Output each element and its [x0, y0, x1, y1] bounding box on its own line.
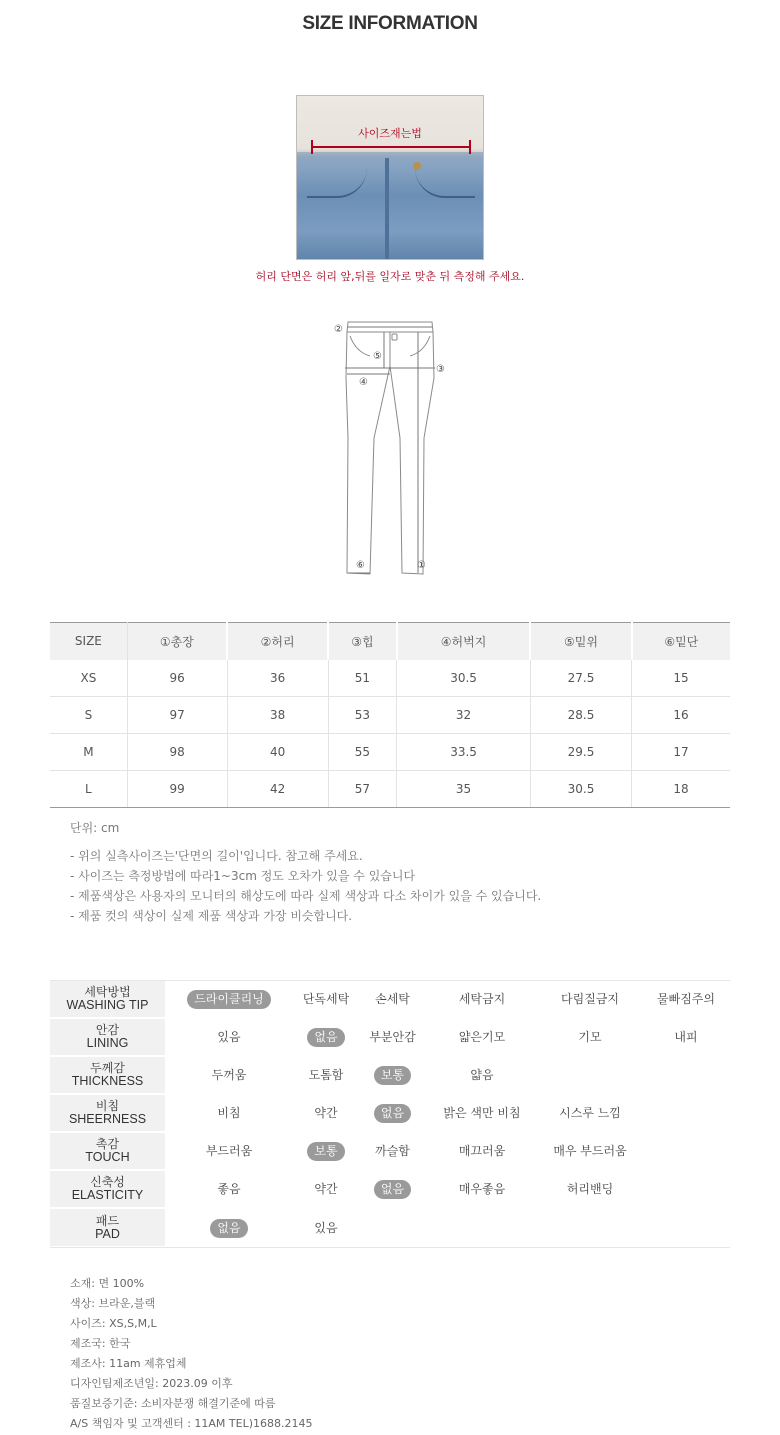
info-item: 색상: 브라운,블랙: [70, 1297, 156, 1310]
photo-note: 허리 단면은 허리 앞,뒤를 일자로 맞춘 뒤 측정해 주세요.: [255, 270, 525, 283]
diagram-label-1: ①: [417, 560, 426, 571]
table-cell: 30.5: [397, 660, 531, 697]
care-cell: [165, 1019, 293, 1056]
care-cell: [165, 1171, 293, 1208]
care-row-header: [50, 981, 165, 1018]
care-cell: [642, 1171, 730, 1208]
table-cell: 97: [127, 697, 227, 734]
info-item: 품질보증기준: 소비자분쟁 해결기준에 따름: [70, 1397, 276, 1410]
table-cell: 38: [227, 697, 328, 734]
care-row: [50, 1133, 730, 1171]
care-option: 세탁금지: [458, 992, 506, 1006]
care-header-ko: 패드: [95, 1213, 120, 1228]
size-table-header: ②허리: [227, 623, 328, 660]
size-table-header: SIZE: [50, 623, 127, 660]
care-cell: [359, 1133, 426, 1170]
care-cell: [165, 981, 293, 1018]
care-cell: [426, 1095, 538, 1132]
measure-label: 사이즈재는법: [358, 127, 422, 140]
care-header-en: TOUCH: [85, 1150, 130, 1164]
product-info: [70, 1274, 313, 1434]
table-cell: 99: [127, 771, 227, 808]
care-cell: [293, 1209, 359, 1247]
care-row: [50, 1057, 730, 1095]
table-cell: 35: [397, 771, 531, 808]
table-cell: 18: [632, 771, 730, 808]
care-option: 얇음: [470, 1068, 494, 1082]
care-cell: [165, 1133, 293, 1170]
care-row: [50, 1019, 730, 1057]
care-option: 다림질금지: [561, 992, 619, 1006]
care-cell: [426, 1209, 538, 1247]
table-cell: 15: [632, 660, 730, 697]
care-cell: [642, 1209, 730, 1247]
info-item: 제조사: 11am 제휴업체: [70, 1357, 187, 1370]
care-row-header: [50, 1019, 165, 1056]
care-cell: [359, 1209, 426, 1247]
table-cell: 33.5: [397, 734, 531, 771]
size-table-header: ③힙: [328, 623, 397, 660]
info-item: 제조국: 한국: [70, 1337, 131, 1350]
care-option: 허리밴딩: [566, 1182, 614, 1196]
page-title: SIZE INFORMATION: [302, 13, 478, 34]
care-row: [50, 1095, 730, 1133]
note-item: - 제품색상은 사용자의 모니터의 해상도에 따라 실제 색상과 다소 차이가 있을 수 있습니다.: [70, 889, 542, 903]
care-option: 부분안감: [369, 1030, 416, 1044]
table-cell: 30.5: [530, 771, 631, 808]
care-cell: [165, 1209, 293, 1247]
care-header-en: WASHING TIP: [66, 998, 149, 1012]
care-option: 매우 부드러움: [553, 1144, 627, 1158]
diagram-label-6: ⑥: [356, 560, 365, 571]
care-option: 비침: [217, 1106, 241, 1120]
note-item: - 사이즈는 측정방법에 따라1~3cm 정도 오차가 있을 수 있습니다: [70, 869, 416, 883]
care-option: 좋음: [217, 1182, 241, 1196]
photo-pocket-left: [307, 168, 367, 198]
care-cell: [293, 1057, 359, 1094]
care-cell: [642, 1057, 730, 1094]
care-cell: [293, 1019, 359, 1056]
diagram-label-4: ④: [359, 377, 368, 388]
care-option: 내피: [674, 1030, 698, 1044]
care-cell: [293, 1133, 359, 1170]
info-item: A/S 책임자 및 고객센터 : 11AM TEL)1688.2145: [70, 1417, 313, 1430]
table-cell: 40: [227, 734, 328, 771]
notes: [70, 846, 541, 926]
care-option: 물빠짐주의: [657, 992, 715, 1006]
care-option-selected: 보통: [307, 1142, 344, 1161]
pants-diagram: [330, 318, 450, 580]
care-cell: [293, 981, 359, 1018]
size-table-header-row: [50, 623, 730, 660]
care-cell: [538, 1095, 642, 1132]
care-option: 단독세탁: [302, 992, 350, 1006]
table-cell: XS: [50, 660, 127, 697]
care-option: 부드러움: [205, 1144, 253, 1158]
measure-line: [311, 146, 471, 148]
care-option: 있음: [217, 1030, 241, 1044]
info-item: 소재: 면 100%: [70, 1277, 145, 1290]
care-cell: [359, 1171, 426, 1208]
care-cell: [359, 1057, 426, 1094]
care-option-selected: 없음: [374, 1104, 411, 1123]
care-cell: [642, 981, 730, 1018]
diagram-label-5: ⑤: [373, 351, 382, 362]
table-cell: 55: [328, 734, 397, 771]
care-row: [50, 1209, 730, 1247]
photo-fly: [385, 158, 389, 260]
care-option: 시스루 느낌: [559, 1106, 621, 1120]
care-cell: [642, 1133, 730, 1170]
care-option: 손세탁: [375, 992, 410, 1006]
photo-pocket-right: [415, 168, 475, 198]
table-cell: 51: [328, 660, 397, 697]
care-cell: [642, 1095, 730, 1132]
table-cell: 29.5: [530, 734, 631, 771]
care-cell: [538, 1209, 642, 1247]
care-header-ko: 안감: [95, 1023, 120, 1037]
care-header-ko: 신축성: [90, 1175, 125, 1189]
table-cell: M: [50, 734, 127, 771]
care-cell: [426, 981, 538, 1018]
unit-label: 단위: cm: [70, 821, 120, 835]
size-table: [50, 622, 730, 808]
care-table: [50, 980, 730, 1248]
diagram-label-2: ②: [334, 324, 343, 335]
table-cell: 27.5: [530, 660, 631, 697]
care-header-en: SHEERNESS: [68, 1112, 147, 1126]
measure-tick-left: [311, 140, 313, 154]
photo-waistband: [297, 152, 483, 162]
care-cell: [538, 1171, 642, 1208]
table-cell: S: [50, 697, 127, 734]
care-cell: [538, 981, 642, 1018]
care-cell: [359, 981, 426, 1018]
care-option: 두꺼움: [211, 1068, 247, 1082]
measurement-photo: [296, 95, 484, 260]
table-row: [50, 771, 730, 808]
care-row-header: [50, 1095, 165, 1132]
size-table-header: ⑥밑단: [632, 623, 730, 660]
measure-tick-right: [469, 140, 471, 154]
table-cell: 28.5: [530, 697, 631, 734]
care-cell: [538, 1019, 642, 1056]
care-row-header: [50, 1133, 165, 1170]
care-row-header: [50, 1209, 165, 1247]
table-cell: 98: [127, 734, 227, 771]
care-row-header: [50, 1171, 165, 1208]
table-cell: 16: [632, 697, 730, 734]
info-item: 디자인팀제조년일: 2023.09 이후: [70, 1377, 233, 1390]
table-cell: 96: [127, 660, 227, 697]
care-cell: [426, 1171, 538, 1208]
care-cell: [359, 1019, 426, 1056]
care-option: 약간: [314, 1182, 338, 1196]
size-table-header: ④허벅지: [397, 623, 531, 660]
care-header-ko: 세탁방법: [84, 985, 131, 999]
care-cell: [293, 1095, 359, 1132]
care-header-en: LINING: [86, 1036, 129, 1050]
table-cell: 17: [632, 734, 730, 771]
table-cell: 36: [227, 660, 328, 697]
care-header-ko: 두께감: [90, 1061, 125, 1075]
care-cell: [426, 1133, 538, 1170]
care-row: [50, 981, 730, 1019]
care-option-selected: 없음: [374, 1180, 411, 1199]
table-row: [50, 697, 730, 734]
care-cell: [165, 1095, 293, 1132]
table-cell: 57: [328, 771, 397, 808]
note-item: - 제품 컷의 색상이 실제 제품 색상과 가장 비슷합니다.: [70, 909, 353, 923]
diagram-label-3: ③: [436, 364, 445, 375]
table-cell: 53: [328, 697, 397, 734]
care-cell: [426, 1057, 538, 1094]
care-cell: [359, 1095, 426, 1132]
size-table-header: ⑤밑위: [530, 623, 631, 660]
care-option: 기모: [578, 1030, 602, 1044]
table-cell: L: [50, 771, 127, 808]
care-option: 까슬함: [375, 1144, 410, 1158]
table-cell: 32: [397, 697, 531, 734]
care-option-selected: 드라이클리닝: [187, 990, 271, 1009]
care-header-ko: 비침: [95, 1099, 120, 1113]
care-option-selected: 보통: [374, 1066, 411, 1085]
note-item: - 위의 실측사이즈는'단면의 길이'입니다. 참고해 주세요.: [70, 849, 363, 863]
care-option: 있음: [314, 1220, 338, 1235]
care-option: 매끄러움: [458, 1144, 506, 1158]
care-cell: [538, 1133, 642, 1170]
care-cell: [293, 1171, 359, 1208]
care-row: [50, 1171, 730, 1209]
care-cell: [538, 1057, 642, 1094]
size-table-header: ①총장: [127, 623, 227, 660]
care-option-selected: 없음: [210, 1219, 247, 1238]
table-row: [50, 734, 730, 771]
care-cell: [426, 1019, 538, 1056]
care-header-en: THICKNESS: [71, 1074, 144, 1088]
care-option-selected: 없음: [307, 1028, 344, 1047]
info-item: 사이즈: XS,S,M,L: [70, 1317, 157, 1330]
care-option: 매우좋음: [458, 1182, 506, 1196]
care-header-en: PAD: [95, 1226, 120, 1241]
care-option: 밝은 색만 비침: [443, 1106, 521, 1120]
care-option: 얇은기모: [458, 1030, 506, 1044]
care-cell: [642, 1019, 730, 1056]
table-cell: 42: [227, 771, 328, 808]
care-cell: [165, 1057, 293, 1094]
care-row-header: [50, 1057, 165, 1094]
table-row: [50, 660, 730, 697]
care-option: 약간: [314, 1106, 338, 1120]
care-header-ko: 촉감: [95, 1137, 120, 1151]
care-header-en: ELASTICITY: [71, 1188, 144, 1202]
care-option: 도톰함: [308, 1068, 344, 1082]
